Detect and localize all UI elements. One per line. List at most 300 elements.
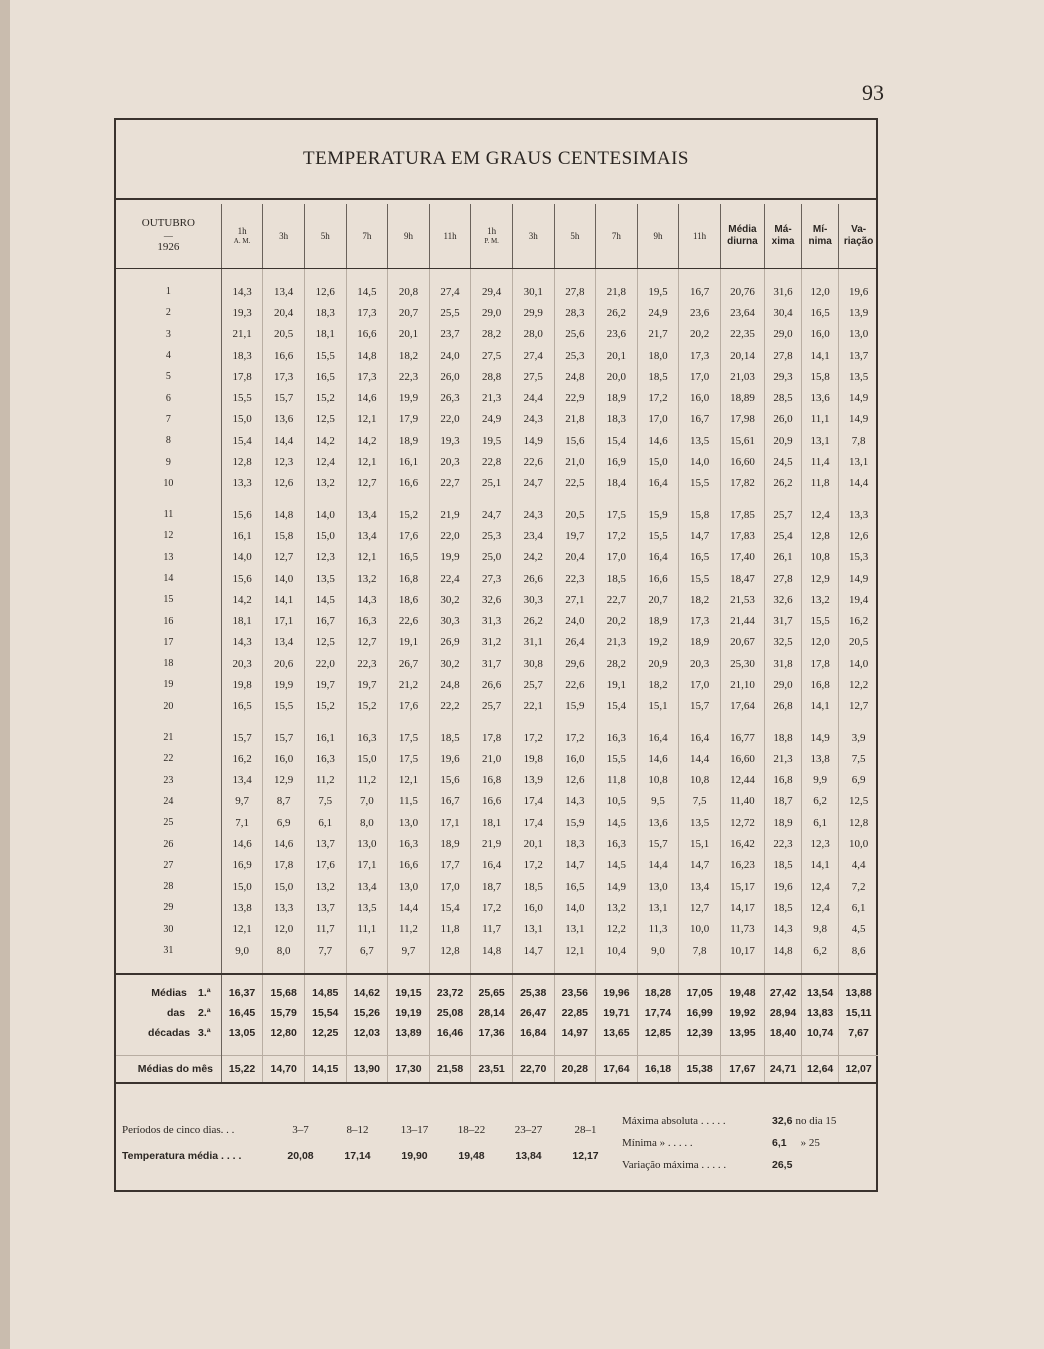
table-cell: 16,4 — [679, 717, 721, 748]
table-cell: 12,1 — [221, 919, 263, 940]
table-cell: 14,6 — [221, 833, 263, 854]
table-cell: 15,6 — [429, 770, 471, 791]
table-cell: 15,0 — [637, 451, 679, 472]
day-number: 10 — [116, 473, 221, 494]
table-cell: 26,9 — [429, 632, 471, 653]
day-number: 23 — [116, 770, 221, 791]
table-row — [116, 610, 878, 631]
table-cell: 27,8 — [554, 269, 596, 303]
table-row — [116, 674, 878, 695]
table-cell: 31,8 — [765, 653, 802, 674]
table-cell: 14,0 — [554, 897, 596, 918]
day-number: 7 — [116, 409, 221, 430]
table-cell: 15,5 — [637, 525, 679, 546]
table-cell: 7,5 — [679, 791, 721, 812]
table-cell: 17,3 — [346, 302, 388, 323]
table-cell: 26,0 — [765, 409, 802, 430]
table-cell: 21,9 — [471, 833, 513, 854]
table-cell: 22,1 — [512, 696, 554, 717]
table-cell: 19,9 — [263, 674, 305, 695]
table-cell: 22,4 — [429, 568, 471, 589]
table-cell: 12,6 — [263, 473, 305, 494]
table-cell: 22,3 — [388, 366, 430, 387]
table-row — [116, 430, 878, 451]
table-cell: 16,8 — [765, 770, 802, 791]
table-cell: 24,3 — [512, 494, 554, 525]
table-cell: 32,6 — [765, 589, 802, 610]
average-cell: 17,64 — [596, 1056, 638, 1084]
table-cell: 25,3 — [471, 525, 513, 546]
average-cell: 19,19 — [388, 1003, 430, 1023]
table-cell: 17,5 — [388, 717, 430, 748]
table-cell: 17,2 — [512, 717, 554, 748]
table-cell: 12,5 — [304, 632, 346, 653]
table-cell: 14,1 — [802, 696, 839, 717]
table-cell: 13,3 — [263, 897, 305, 918]
table-cell: 17,8 — [263, 855, 305, 876]
header-month: OUTUBRO — 1926 — [116, 204, 221, 269]
table-cell: 24,4 — [512, 387, 554, 408]
table-cell: 18,2 — [679, 589, 721, 610]
table-cell: 17,98 — [720, 409, 764, 430]
average-cell: 15,54 — [304, 1003, 346, 1023]
table-cell: 19,3 — [429, 430, 471, 451]
table-cell: 29,3 — [765, 366, 802, 387]
table-cell: 12,4 — [802, 494, 839, 525]
table-cell: 16,7 — [304, 610, 346, 631]
table-cell: 16,5 — [304, 366, 346, 387]
table-cell: 18,3 — [221, 345, 263, 366]
table-cell: 13,4 — [346, 494, 388, 525]
table-cell: 10,8 — [802, 547, 839, 568]
table-cell: 16,0 — [554, 748, 596, 769]
table-cell: 20,0 — [596, 366, 638, 387]
table-cell: 31,1 — [512, 632, 554, 653]
table-cell: 13,1 — [512, 919, 554, 940]
table-cell: 21,9 — [429, 494, 471, 525]
table-cell: 13,4 — [263, 632, 305, 653]
average-cell: 17,74 — [637, 1003, 679, 1023]
table-cell: 16,8 — [471, 770, 513, 791]
book-spine — [0, 0, 10, 1349]
table-cell: 13,0 — [637, 876, 679, 897]
table-cell: 17,4 — [512, 812, 554, 833]
table-cell: 22,0 — [429, 525, 471, 546]
period-range: 18–22 — [457, 1124, 486, 1136]
table-cell: 18,3 — [554, 833, 596, 854]
average-cell: 25,38 — [512, 974, 554, 1003]
table-cell: 11,7 — [471, 919, 513, 940]
day-number: 1 — [116, 269, 221, 303]
table-cell: 14,2 — [221, 589, 263, 610]
period-range: 28–1 — [574, 1124, 597, 1136]
table-cell: 26,0 — [429, 366, 471, 387]
table-frame — [114, 118, 878, 1192]
table-cell: 13,1 — [637, 897, 679, 918]
table-cell: 12,7 — [346, 632, 388, 653]
table-cell: 14,6 — [346, 387, 388, 408]
day-number: 12 — [116, 525, 221, 546]
table-cell: 18,1 — [304, 324, 346, 345]
page-number: 93 — [862, 80, 884, 105]
table-cell: 20,3 — [679, 653, 721, 674]
table-cell: 16,3 — [596, 833, 638, 854]
average-cell: 27,42 — [765, 974, 802, 1003]
table-cell: 18,7 — [765, 791, 802, 812]
min-absolute-label: Mínima » . . . . . — [622, 1137, 693, 1149]
decade-average-row — [116, 1023, 878, 1056]
table-cell: 14,6 — [637, 748, 679, 769]
table-cell: 15,17 — [720, 876, 764, 897]
table-cell: 21,03 — [720, 366, 764, 387]
table-cell: 30,2 — [429, 653, 471, 674]
table-cell: 6,1 — [304, 812, 346, 833]
table-cell: 21,2 — [388, 674, 430, 695]
min-absolute-row — [622, 1132, 872, 1154]
table-cell: 17,3 — [263, 366, 305, 387]
table-cell: 14,5 — [346, 269, 388, 303]
table-cell: 16,0 — [263, 748, 305, 769]
table-cell: 26,4 — [554, 632, 596, 653]
table-cell: 17,40 — [720, 547, 764, 568]
table-cell: 15,1 — [637, 696, 679, 717]
average-cell: 20,28 — [554, 1056, 596, 1084]
table-cell: 16,77 — [720, 717, 764, 748]
average-cell: 13,54 — [802, 974, 839, 1003]
table-cell: 12,7 — [346, 473, 388, 494]
table-cell: 13,4 — [346, 876, 388, 897]
table-cell: 14,0 — [848, 657, 869, 670]
table-cell: 14,7 — [679, 855, 721, 876]
table-cell: 15,1 — [679, 833, 721, 854]
table-cell: 13,2 — [596, 897, 638, 918]
decade-average-row — [116, 974, 878, 1003]
table-row — [116, 717, 878, 748]
table-row — [116, 547, 878, 568]
table-cell: 13,2 — [802, 589, 839, 610]
table-cell: 15,8 — [679, 494, 721, 525]
header-3pm: 3h — [512, 204, 554, 269]
table-cell: 15,4 — [429, 897, 471, 918]
period-range: 8–12 — [346, 1124, 369, 1136]
table-cell: 17,2 — [471, 897, 513, 918]
max-absolute-note: no dia 15 — [795, 1115, 837, 1127]
table-cell: 26,7 — [388, 653, 430, 674]
table-cell: 12,1 — [554, 940, 596, 974]
table-cell: 17,2 — [512, 855, 554, 876]
table-cell: 27,5 — [512, 366, 554, 387]
table-cell: 22,6 — [554, 674, 596, 695]
table-cell: 25,3 — [554, 345, 596, 366]
table-cell: 9,5 — [637, 791, 679, 812]
average-cell: 15,22 — [221, 1056, 263, 1084]
table-cell: 21,0 — [471, 748, 513, 769]
table-cell: 24,0 — [554, 610, 596, 631]
table-cell: 18,3 — [304, 302, 346, 323]
period-temp-label: Temperatura média . . . . — [122, 1150, 242, 1162]
temperature-table — [116, 204, 878, 1084]
table-cell: 23,6 — [679, 302, 721, 323]
decade-label: décadas 3.ª — [116, 1023, 221, 1056]
day-number: 29 — [116, 897, 221, 918]
table-cell: 30,2 — [429, 589, 471, 610]
average-cell: 15,79 — [263, 1003, 305, 1023]
table-cell: 16,3 — [388, 833, 430, 854]
table-cell: 31,6 — [765, 269, 802, 303]
table-cell: 16,5 — [679, 547, 721, 568]
table-cell: 25,7 — [512, 674, 554, 695]
table-cell: 12,8 — [802, 525, 839, 546]
table-cell: 9,9 — [802, 770, 839, 791]
table-cell: 17,6 — [388, 696, 430, 717]
min-absolute-value: 6,1 — [772, 1137, 787, 1149]
table-cell: 20,3 — [429, 451, 471, 472]
max-absolute-label: Máxima absoluta . . . . . — [622, 1115, 726, 1127]
table-cell: 15,5 — [263, 696, 305, 717]
average-cell: 13,83 — [802, 1003, 839, 1023]
table-cell: 22,2 — [429, 696, 471, 717]
table-cell: 16,1 — [304, 717, 346, 748]
table-cell: 17,0 — [596, 547, 638, 568]
table-cell: 17,3 — [679, 345, 721, 366]
table-row — [116, 876, 878, 897]
table-cell: 10,0 — [848, 838, 869, 851]
average-cell: 18,28 — [637, 974, 679, 1003]
table-cell: 20,7 — [637, 589, 679, 610]
table-cell: 18,6 — [388, 589, 430, 610]
table-cell: 17,0 — [679, 674, 721, 695]
table-cell: 8,7 — [263, 791, 305, 812]
table-cell: 27,8 — [765, 568, 802, 589]
table-cell: 19,8 — [512, 748, 554, 769]
day-number: 11 — [116, 494, 221, 525]
table-cell: 19,5 — [637, 269, 679, 303]
table-cell: 21,3 — [471, 387, 513, 408]
table-cell: 25,30 — [720, 653, 764, 674]
table-cell: 7,5 — [851, 752, 866, 765]
header-media-diurna: Média diurna — [720, 204, 764, 269]
table-cell: 16,6 — [637, 568, 679, 589]
table-cell: 13,2 — [304, 876, 346, 897]
table-cell: 6,2 — [802, 940, 839, 974]
header-5pm: 5h — [554, 204, 596, 269]
table-cell: 14,9 — [802, 717, 839, 748]
table-cell: 15,9 — [554, 696, 596, 717]
table-cell: 12,6 — [304, 269, 346, 303]
average-cell: 16,46 — [429, 1023, 471, 1056]
table-cell: 32,5 — [765, 632, 802, 653]
table-cell: 30,8 — [512, 653, 554, 674]
table-row — [116, 324, 878, 345]
decade-average-row — [116, 1003, 878, 1023]
table-cell: 9,0 — [221, 940, 263, 974]
table-cell: 14,9 — [848, 413, 869, 426]
table-cell: 14,3 — [346, 589, 388, 610]
table-cell: 4,4 — [851, 859, 866, 872]
table-cell: 17,8 — [221, 366, 263, 387]
table-cell: 14,2 — [304, 430, 346, 451]
table-cell: 17,2 — [637, 387, 679, 408]
average-cell: 25,08 — [429, 1003, 471, 1023]
day-number: 19 — [116, 674, 221, 695]
table-cell: 23,64 — [720, 302, 764, 323]
table-cell: 15,7 — [679, 696, 721, 717]
table-cell: 14,9 — [848, 572, 869, 585]
table-cell: 20,67 — [720, 632, 764, 653]
table-cell: 16,6 — [388, 855, 430, 876]
average-cell: 15,68 — [263, 974, 305, 1003]
table-cell: 9,7 — [221, 791, 263, 812]
table-cell: 16,6 — [471, 791, 513, 812]
table-cell: 15,0 — [263, 876, 305, 897]
table-row — [116, 770, 878, 791]
max-variation-value: 26,5 — [772, 1159, 793, 1171]
day-number: 27 — [116, 855, 221, 876]
average-cell: 16,37 — [221, 974, 263, 1003]
table-cell: 16,1 — [221, 525, 263, 546]
table-cell: 17,4 — [512, 791, 554, 812]
table-cell: 22,5 — [554, 473, 596, 494]
period-temp: 19,90 — [401, 1150, 428, 1162]
table-cell: 18,4 — [596, 473, 638, 494]
table-row — [116, 451, 878, 472]
table-cell: 16,6 — [388, 473, 430, 494]
table-cell: 13,5 — [304, 568, 346, 589]
table-cell: 13,2 — [304, 473, 346, 494]
table-cell: 11,8 — [429, 919, 471, 940]
table-cell: 15,5 — [802, 610, 839, 631]
table-cell: 15,5 — [221, 387, 263, 408]
table-cell: 7,5 — [304, 791, 346, 812]
table-cell: 16,9 — [596, 451, 638, 472]
month-average-label: Médias do mês — [116, 1056, 221, 1084]
decade-label: Médias 1.ª — [116, 974, 221, 1003]
table-cell: 7,8 — [851, 434, 866, 447]
table-cell: 20,4 — [263, 302, 305, 323]
table-cell: 18,9 — [679, 632, 721, 653]
table-cell: 15,2 — [346, 696, 388, 717]
table-cell: 25,4 — [765, 525, 802, 546]
table-cell: 20,6 — [263, 653, 305, 674]
table-cell: 25,5 — [429, 302, 471, 323]
table-cell: 12,4 — [304, 451, 346, 472]
average-cell: 24,71 — [765, 1056, 802, 1084]
table-cell: 24,7 — [471, 494, 513, 525]
table-cell: 26,3 — [429, 387, 471, 408]
table-cell: 21,1 — [221, 324, 263, 345]
average-cell: 14,85 — [304, 974, 346, 1003]
header-1am: 1h A. M. — [221, 204, 263, 269]
table-cell: 12,3 — [802, 833, 839, 854]
table-cell: 18,9 — [388, 430, 430, 451]
header-maxima: Má- xima — [765, 204, 802, 269]
table-cell: 14,1 — [263, 589, 305, 610]
table-cell: 14,6 — [263, 833, 305, 854]
day-number: 8 — [116, 430, 221, 451]
table-cell: 18,3 — [596, 409, 638, 430]
table-cell: 10,5 — [596, 791, 638, 812]
daily-rows — [116, 269, 878, 975]
table-cell: 13,2 — [346, 568, 388, 589]
table-cell: 19,5 — [471, 430, 513, 451]
table-cell: 15,6 — [221, 568, 263, 589]
table-cell: 22,35 — [720, 324, 764, 345]
max-variation-label: Variação máxima . . . . . — [622, 1159, 727, 1171]
table-cell: 16,7 — [429, 791, 471, 812]
table-cell: 17,1 — [346, 855, 388, 876]
table-cell: 19,8 — [221, 674, 263, 695]
table-cell: 15,61 — [720, 430, 764, 451]
table-cell: 29,0 — [765, 324, 802, 345]
table-cell: 19,9 — [388, 387, 430, 408]
table-cell: 18,1 — [471, 812, 513, 833]
table-cell: 17,1 — [429, 812, 471, 833]
day-number: 28 — [116, 876, 221, 897]
average-cell: 12,07 — [839, 1056, 878, 1084]
table-cell: 20,1 — [596, 345, 638, 366]
period-range: 13–17 — [400, 1124, 429, 1136]
table-cell: 16,4 — [637, 547, 679, 568]
table-cell: 14,4 — [388, 897, 430, 918]
table-cell: 17,6 — [304, 855, 346, 876]
table-cell: 12,0 — [263, 919, 305, 940]
table-cell: 13,1 — [802, 430, 839, 451]
table-cell: 17,0 — [637, 409, 679, 430]
table-cell: 15,4 — [596, 696, 638, 717]
table-cell: 9,0 — [637, 940, 679, 974]
table-cell: 17,3 — [346, 366, 388, 387]
table-cell: 19,4 — [848, 593, 869, 606]
table-cell: 20,8 — [388, 269, 430, 303]
average-cell: 19,15 — [388, 974, 430, 1003]
table-cell: 6,2 — [802, 791, 839, 812]
table-cell: 16,4 — [471, 855, 513, 876]
table-cell: 20,5 — [848, 636, 869, 649]
table-cell: 30,3 — [512, 589, 554, 610]
table-cell: 11,5 — [388, 791, 430, 812]
table-cell: 27,1 — [554, 589, 596, 610]
table-cell: 13,8 — [802, 748, 839, 769]
table-cell: 6,7 — [346, 940, 388, 974]
table-cell: 30,4 — [765, 302, 802, 323]
table-cell: 11,4 — [802, 451, 839, 472]
table-cell: 12,2 — [596, 919, 638, 940]
table-cell: 9,7 — [388, 940, 430, 974]
table-cell: 27,3 — [471, 568, 513, 589]
table-cell: 13,4 — [221, 770, 263, 791]
table-cell: 20,9 — [765, 430, 802, 451]
table-cell: 31,7 — [471, 653, 513, 674]
table-cell: 17,64 — [720, 696, 764, 717]
table-cell: 19,3 — [221, 302, 263, 323]
table-cell: 14,3 — [765, 919, 802, 940]
table-cell: 14,4 — [848, 477, 869, 490]
average-cell: 16,45 — [221, 1003, 263, 1023]
table-cell: 11,2 — [346, 770, 388, 791]
table-cell: 16,7 — [679, 409, 721, 430]
table-cell: 20,4 — [554, 547, 596, 568]
table-cell: 13,6 — [263, 409, 305, 430]
table-cell: 10,4 — [596, 940, 638, 974]
table-cell: 13,0 — [848, 328, 869, 341]
table-cell: 21,44 — [720, 610, 764, 631]
table-cell: 15,4 — [221, 430, 263, 451]
table-cell: 24,8 — [554, 366, 596, 387]
average-cell: 12,85 — [637, 1023, 679, 1056]
table-cell: 12,7 — [848, 700, 869, 713]
average-cell: 17,36 — [471, 1023, 513, 1056]
table-cell: 14,1 — [802, 345, 839, 366]
